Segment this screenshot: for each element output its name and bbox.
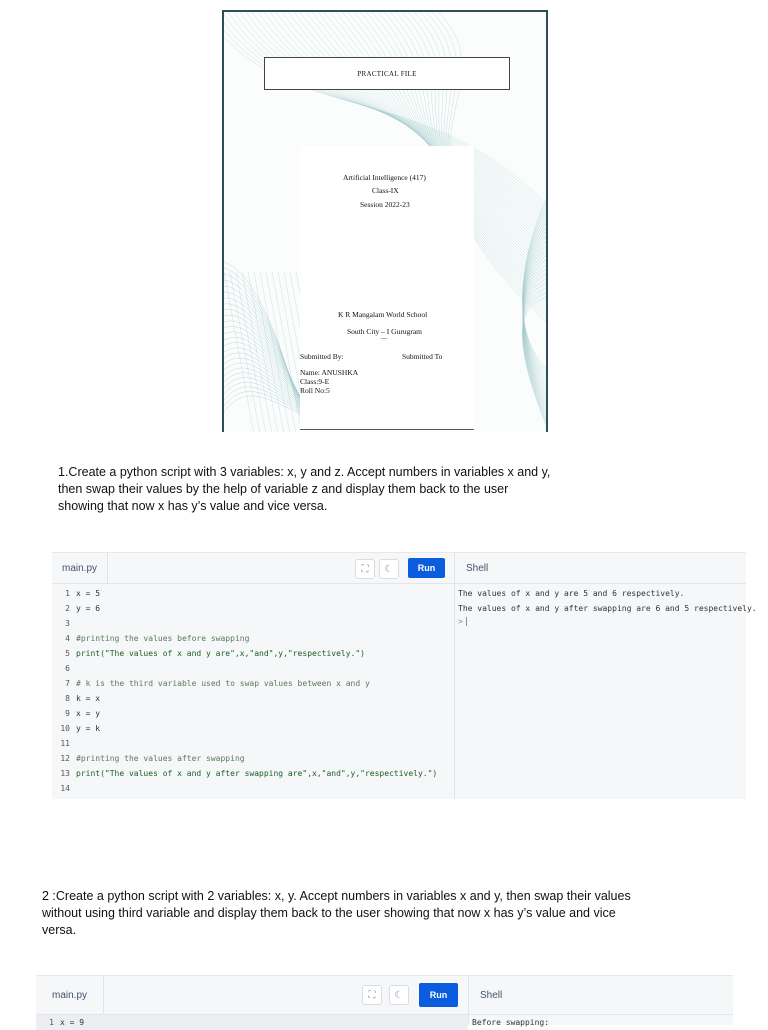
- code-comment: # k is the third variable used to swap values between x and y: [76, 679, 370, 688]
- code-line: [52, 736, 76, 751]
- question-1-line: showing that now x has y’s value and vice versa.: [58, 499, 328, 513]
- shell-label: Shell: [466, 562, 489, 574]
- line-number: 4: [65, 634, 70, 643]
- code-line: [52, 751, 245, 766]
- line-number: 6: [65, 664, 70, 673]
- shell-output-line: The values of x and y after swapping are 6 and 5 respectively.: [458, 604, 757, 613]
- run-button[interactable]: Run: [419, 983, 458, 1007]
- code-line: [52, 601, 100, 616]
- file-tab-main-py[interactable]: main.py: [36, 976, 104, 1014]
- class-text: Class-IX: [372, 186, 399, 195]
- question-2-line: 2 :Create a python script with 2 variables: x, y. Accept numbers in variables x and y, then swap their values: [42, 889, 631, 903]
- line-number: 14: [60, 784, 70, 793]
- editor-toolbar: [52, 553, 746, 584]
- code-line: [52, 706, 100, 721]
- code-line: [52, 646, 365, 661]
- code-text: y = k: [76, 724, 101, 733]
- editor-toolbar: [36, 976, 733, 1015]
- shell-label: Shell: [480, 989, 503, 1001]
- fullscreen-icon[interactable]: ⛶: [362, 985, 382, 1005]
- session-text: Session 2022-23: [360, 200, 410, 209]
- code-line: [52, 691, 100, 706]
- cover-title: PRACTICAL FILE: [357, 69, 417, 78]
- student-name: Name: ANUSHKA: [300, 368, 359, 377]
- cover-page: [222, 10, 548, 432]
- school-text: K R Mangalam World School: [338, 310, 428, 319]
- question-2: [42, 888, 631, 939]
- code-editor-1: [52, 552, 757, 799]
- code-text: x = 5: [76, 589, 101, 598]
- cover-bottom-rule: [300, 429, 474, 430]
- line-number: 1: [65, 589, 70, 598]
- line-number: 13: [60, 769, 70, 778]
- code-line: [52, 661, 76, 676]
- code-line: [52, 766, 437, 781]
- code-line: [52, 616, 76, 631]
- code-line: [52, 631, 249, 646]
- line-number: 1: [49, 1018, 54, 1027]
- question-2-line: versa.: [42, 923, 77, 937]
- line-number: 2: [65, 604, 70, 613]
- pane-divider: [468, 976, 469, 1025]
- subject-text: Artificial Intelligence (417): [343, 173, 426, 182]
- code-text: y = 6: [76, 604, 101, 613]
- code-text: x = 9: [60, 1018, 85, 1027]
- code-text: x = y: [76, 709, 101, 718]
- question-1-line: 1.Create a python script with 3 variables: x, y and z. Accept numbers in variables x and y,: [58, 465, 551, 479]
- line-number: 10: [60, 724, 70, 733]
- code-print: print("The values of x and y are",x,"and",y,"respectively."): [76, 649, 365, 658]
- line-number: 11: [60, 739, 70, 748]
- student-class: Class:9-E: [300, 377, 330, 386]
- location-mark: —: [381, 336, 387, 342]
- shell-prompt[interactable]: [458, 617, 467, 626]
- code-line: [52, 586, 100, 601]
- cover-info-panel: [300, 146, 474, 432]
- code-text: k = x: [76, 694, 101, 703]
- moon-icon[interactable]: ☾: [389, 985, 409, 1005]
- submitted-by-label: Submitted By:: [300, 352, 344, 361]
- code-comment: #printing the values before swapping: [76, 634, 250, 643]
- file-tab-main-py[interactable]: main.py: [52, 553, 108, 583]
- question-2-line: without using third variable and display them back to the user showing that now x has y’s value and vice: [42, 906, 616, 920]
- shell-output-line: The values of x and y are 5 and 6 respectively.: [458, 589, 685, 598]
- location-text: South City – I Gurugram: [347, 327, 422, 336]
- line-number: 5: [65, 649, 70, 658]
- code-editor-2: [36, 975, 733, 1025]
- code-line: [52, 721, 100, 736]
- student-roll: Roll No:5: [300, 386, 330, 395]
- code-comment: #printing the values after swapping: [76, 754, 245, 763]
- line-number: 8: [65, 694, 70, 703]
- code-line: [52, 676, 370, 691]
- pane-divider: [454, 553, 455, 799]
- code-line: [52, 781, 76, 796]
- code-print: print("The values of x and y after swapping are",x,"and",y,"respectively."): [76, 769, 438, 778]
- fullscreen-icon[interactable]: ⛶: [355, 559, 375, 579]
- line-number: 9: [65, 709, 70, 718]
- run-button[interactable]: Run: [408, 558, 445, 578]
- line-number: 3: [65, 619, 70, 628]
- shell-output-line: Before swapping:: [472, 1018, 550, 1027]
- moon-icon[interactable]: ☾: [379, 559, 399, 579]
- question-1: [58, 464, 550, 515]
- text-cursor: [466, 617, 467, 626]
- prompt-char: >: [458, 617, 463, 626]
- code-line: [36, 1015, 468, 1030]
- title-box: [264, 57, 510, 90]
- line-number: 12: [60, 754, 70, 763]
- question-1-line: then swap their values by the help of variable z and display them back to the user: [58, 482, 509, 496]
- line-number: 7: [65, 679, 70, 688]
- submitted-to-label: Submitted To: [402, 352, 443, 361]
